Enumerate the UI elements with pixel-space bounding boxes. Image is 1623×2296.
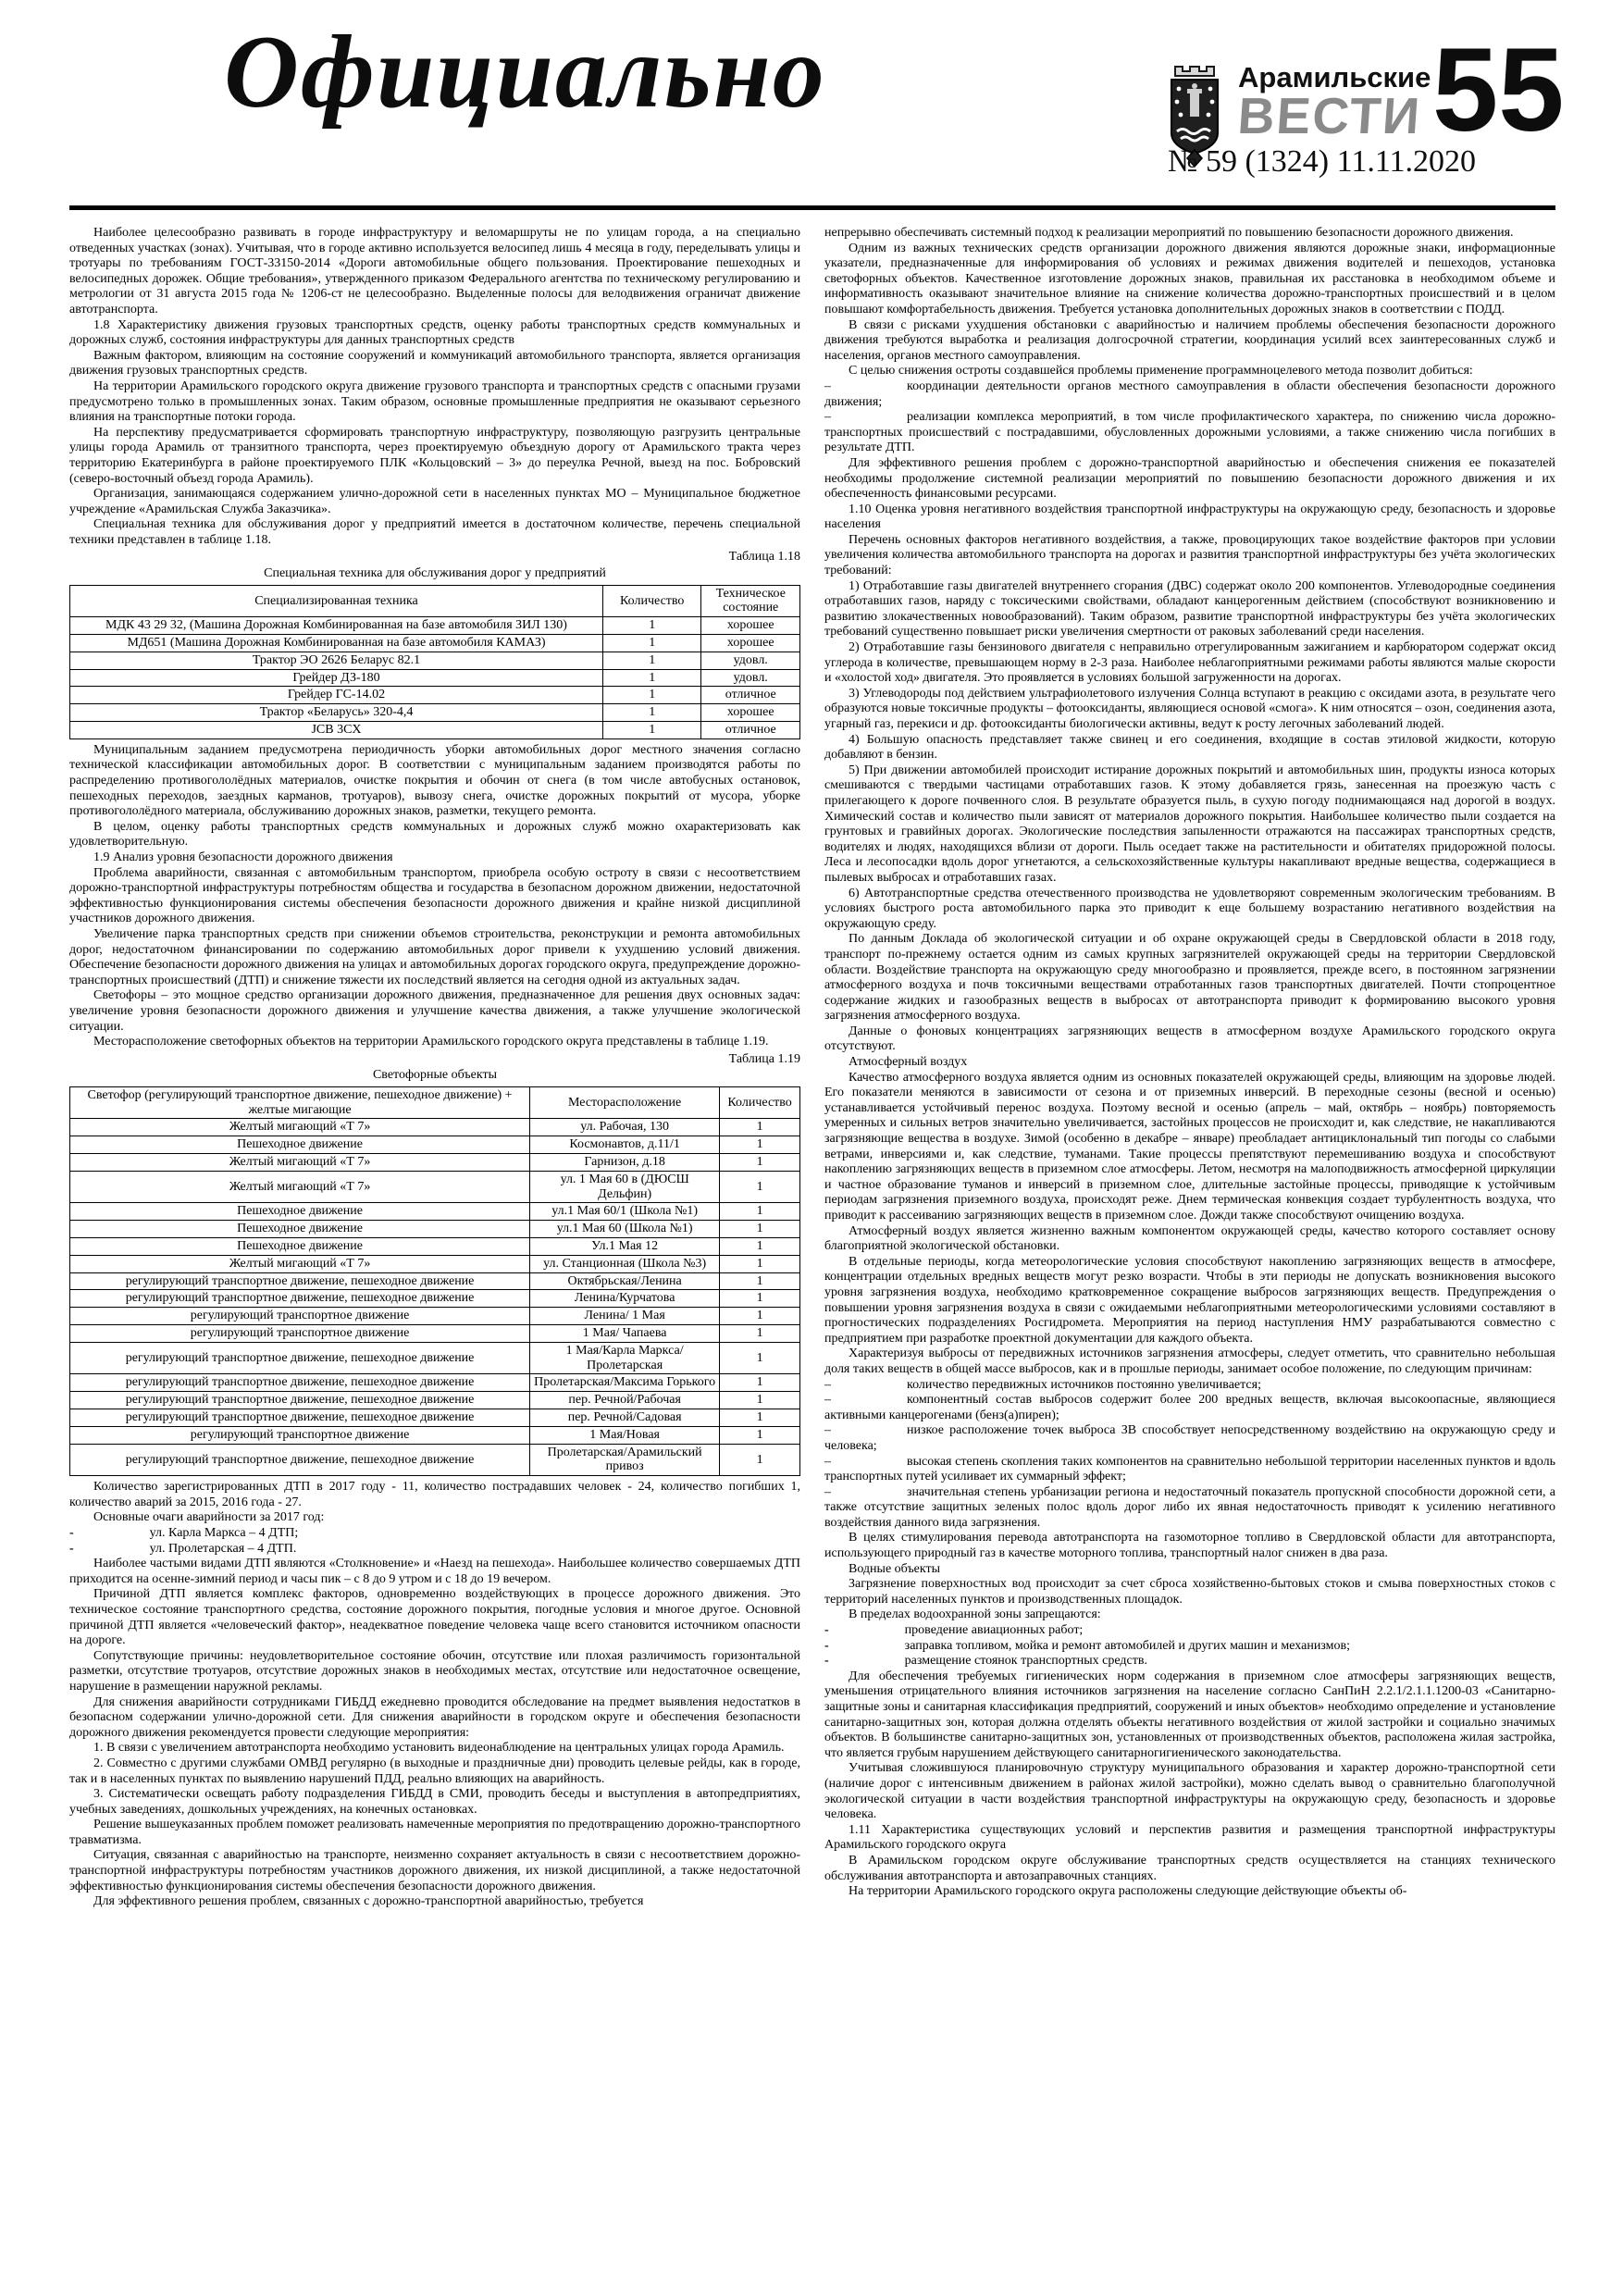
table-cell: 1 bbox=[720, 1374, 800, 1392]
paragraph: Специальная техника для обслуживания дорог у предприятий имеется в достаточном количестве, перечень специальной техники представлен в таблице 1.18. bbox=[69, 517, 800, 547]
list-item-text: проведение авиационных работ; bbox=[904, 1623, 1084, 1638]
table-cell: Пешеходное движение bbox=[70, 1203, 530, 1221]
list-item bbox=[824, 1639, 1555, 1655]
page-header bbox=[0, 0, 1623, 231]
table-header-cell: Месторасположение bbox=[530, 1086, 720, 1119]
table-header-cell: Количество bbox=[602, 585, 701, 617]
paragraph: Характеризуя выбросы от передвижных источников загрязнения атмосферы, следует отметить, что сравнительно небольшая доля таких веществ в общей массе выбросов, как и в прошлые периоды, занимает особое положение, по следующим причинам: bbox=[824, 1347, 1555, 1376]
table-row bbox=[70, 1444, 800, 1476]
table-row bbox=[70, 1392, 800, 1409]
table-cell: Космонавтов, д.11/1 bbox=[530, 1136, 720, 1154]
table-header-cell: Светофор (регулирующий транспортное движение, пешеходное движение) + желтые мигающие bbox=[70, 1086, 530, 1119]
masthead bbox=[1235, 61, 1431, 144]
table-header-cell: Техническое состояние bbox=[701, 585, 800, 617]
paragraph: 5) При движении автомобилей происходит истирание дорожных покрытий и автомобильных шин, продукты износа которых смешиваются с твердыми частицами отработавших газов. К этому добавляется грязь, занесенная на проезжую часть с прилегающего к дороге почвенного слоя. В результате образуется пыль, в сухую погоду поднимающаяся над дорогой в воздух. Химический состав и количество пыли зависят от материалов дорожного покрытия. Наибольшее количество пыли создается на грунтовых и гравийных дорогах. Экологические последствия запыленности отражаются на пассажирах транспортных средств, водителях и людях, находящихся вблизи от дороги. Пыль оседает также на растительности и обитателях придорожной полосы. Леса и лесопосадки вдоль дорог угнетаются, а сельскохозяйственные культуры накапливают вредные вещества, содержащиеся в пылевых выбросах и отработавших газах. bbox=[824, 763, 1555, 885]
paragraph: В пределах водоохранной зоны запрещаются: bbox=[849, 1607, 1101, 1622]
list-item bbox=[824, 1378, 1555, 1394]
list-item bbox=[824, 379, 1555, 410]
table-cell: 1 bbox=[720, 1325, 800, 1343]
paragraph: На перспективу предусматривается сформировать транспортную инфраструктуру, позволяющую разгрузить центральные улицы города Арамиль от транзитного транспорта, через проектируемую объездную дорогу от Арамильского тракта через территорию Екатеринбурга в районе проектируемого ПЛК «Кольцовский – 3» до переулка Речной, выезд на пос. Бобровский (северо-восточный объезд города Арамиль). bbox=[69, 425, 800, 486]
table-header-cell: Количество bbox=[720, 1086, 800, 1119]
table-cell: Пешеходное движение bbox=[70, 1221, 530, 1238]
table-cell: 1 bbox=[720, 1154, 800, 1172]
table-cell: хорошее bbox=[701, 617, 800, 635]
masthead-name-top: Арамильские bbox=[1238, 61, 1431, 93]
list-dash: - bbox=[824, 1638, 829, 1653]
table-row bbox=[70, 617, 800, 635]
paragraph: 1.9 Анализ уровня безопасности дорожного движения bbox=[93, 850, 393, 864]
table-cell: 1 Мая/Карла Маркса/Пролетарская bbox=[530, 1342, 720, 1374]
table-row bbox=[70, 722, 800, 739]
table-cell: пер. Речной/Рабочая bbox=[530, 1392, 720, 1409]
table-row bbox=[70, 1290, 800, 1308]
paragraph: По данным Доклада об экологической ситуации и об охране окружающей среды в Свердловской области в 2018 году, транспорт по-прежнему остается одним из самых крупных загрязнителей окружающей среды на территории Свердловской области. Воздействие транспорта на окружающую среду многообразно и проявляется, прежде всего, в постоянном загрязнении атмосферного воздуха и почв токсичными веществами отработанных газов транспортных двигателей. Почти стопроцентное содержание жидких и газообразных веществ в выбросах от автотранспорта приводит к формированию высокого уровня загрязнения атмосферного воздуха. bbox=[824, 932, 1555, 1024]
table-row bbox=[70, 1409, 800, 1427]
table-row bbox=[70, 652, 800, 669]
list-item-text: размещение стоянок транспортных средств. bbox=[904, 1654, 1147, 1669]
table-cell: Трактор «Беларусь» 320-4,4 bbox=[70, 704, 603, 722]
table-row bbox=[70, 635, 800, 652]
table-cell: отличное bbox=[701, 687, 800, 704]
paragraph: На территории Арамильского городского округа движение грузового транспорта и транспортных средств с опасными грузами предусмотрено только в промышленных зонах. Таким образом, основные промышленные предприятия не оказывают серьезного влияния на транспортные потоки города. bbox=[69, 379, 800, 425]
table-cell: отличное bbox=[701, 722, 800, 739]
paragraph: Светофоры – это мощное средство организации дорожного движения, предназначенное для решения двух основных задач: увеличение уровня безопасности дорожного движения и улучшение качества движения, а также улучшение экологической ситуации. bbox=[69, 988, 800, 1034]
list-item bbox=[824, 1423, 1555, 1454]
table-cell: 1 bbox=[602, 617, 701, 635]
list-item-text: компонентный состав выбросов содержит более 200 вредных веществ, включая высокоопасные, являющиеся активными канцерогенами (бенз(а)пирен); bbox=[824, 1393, 1555, 1422]
table-cell: Пролетарская/Максима Горького bbox=[530, 1374, 720, 1392]
paragraph: 3. Систематически освещать работу подразделения ГИБДД в СМИ, проводить беседы и выступления в автопредприятиях, учебных заведениях, дошкольных учреждениях, на конечных остановках. bbox=[69, 1787, 800, 1817]
paragraph: На территории Арамильского городского округа расположены следующие действующие объекты об- bbox=[849, 1884, 1407, 1899]
table-cell: 1 bbox=[720, 1136, 800, 1154]
list-item-text: ул. Карла Маркса – 4 ДТП; bbox=[149, 1526, 299, 1540]
table-row bbox=[70, 1119, 800, 1136]
table-cell: ул.1 Мая 60 (Школа №1) bbox=[530, 1221, 720, 1238]
table-row bbox=[70, 1238, 800, 1256]
table-cell: Грейдер ГС-14.02 bbox=[70, 687, 603, 704]
table-cell: удовл. bbox=[701, 669, 800, 687]
table-title: Светофорные объекты bbox=[372, 1068, 498, 1083]
table-cell: Октябрьская/Ленина bbox=[530, 1272, 720, 1290]
table-row bbox=[70, 1374, 800, 1392]
table-cell: Ул.1 Мая 12 bbox=[530, 1238, 720, 1256]
table-cell: 1 bbox=[720, 1255, 800, 1272]
paragraph: Для эффективного решения проблем, связанных с дорожно-транспортной аварийностью, требуется bbox=[93, 1894, 644, 1909]
table-cell: 1 Мая/ Чапаева bbox=[530, 1325, 720, 1343]
table-cell: Пешеходное движение bbox=[70, 1238, 530, 1256]
paragraph: В отдельные периоды, когда метеорологические условия способствуют накоплению загрязняющих веществ в атмосфере, концентрации отдельных вредных веществ могут резко возрасти. Чтобы в эти периоды не допускать возникновения высокого уровня загрязнения воздуха, необходимо кратковременное сокращение выбросов загрязняющих веществ. Предупреждения о повышении уровня загрязнения воздуха в связи с ожидаемыми неблагоприятными метеорологическими условиями составляют в прогностических подразделениях Росгидромета. Мероприятия на период наступления НМУ разрабатываются совместно с предприятием при разработке проектной документации для каждого объекта. bbox=[824, 1254, 1555, 1346]
table-cell: 1 bbox=[602, 652, 701, 669]
table-cell: 1 bbox=[720, 1409, 800, 1427]
table-header-cell: Специализированная техника bbox=[70, 585, 603, 617]
list-item bbox=[69, 1542, 800, 1558]
table-cell: МД651 (Машина Дорожная Комбинированная на базе автомобиля КАМАЗ) bbox=[70, 635, 603, 652]
table-cell: Желтый мигающий «Т 7» bbox=[70, 1255, 530, 1272]
paragraph: В связи с рисками ухудшения обстановки с аварийностью и наличием проблемы обеспечения безопасности дорожного движения требуются выработка и реализация долгосрочной стратегии, координация усилий всех заинтересованных служб и населения, органов местного самоуправления. bbox=[824, 317, 1555, 363]
paragraph: Основные очаги аварийности за 2017 год: bbox=[93, 1510, 325, 1525]
table-cell: JCB 3CX bbox=[70, 722, 603, 739]
table-cell: 1 bbox=[602, 687, 701, 704]
paragraph: Для обеспечения требуемых гигиенических норм содержания в приземном слое атмосферы загрязняющих веществ, уменьшения отрицательного влияния источников загрязнения на население согласно СанПиН 2.2.1/2.1.1.1200-03 «Санитарно-защитные зоны и санитарная классификация предприятий, сооружений и иных объектов» необходимо определение и установление санитарно-защитных зон, которая должна отделять объекты негативного воздействия от жилой застройки и социально значимых объектов. В большинстве санитарно-защитных зон, установленных от производственных объектов, расположена жилая застройка, что является грубым нарушением действующего санитарногигиенического законодательства. bbox=[824, 1669, 1555, 1760]
table-cell: 1 bbox=[720, 1221, 800, 1238]
table-cell: регулирующий транспортное движение, пешеходное движение bbox=[70, 1342, 530, 1374]
table-row bbox=[70, 1171, 800, 1203]
table-cell: 1 bbox=[720, 1444, 800, 1476]
right-column bbox=[824, 226, 1555, 1910]
paragraph: Количество зарегистрированных ДТП в 2017 году - 11, количество пострадавших человек - 24, количество погибших 1, количество аварий за 2015, 2016 года - 27. bbox=[69, 1480, 800, 1509]
list-item-text: реализации комплекса мероприятий, в том числе профилактического характера, по снижению числа дорожно-транспортных происшествий с пострадавшими, обусловленных дорожными условиями, а также снижению числа погибших в результате ДТП. bbox=[824, 410, 1555, 455]
table-cell: 1 bbox=[720, 1342, 800, 1374]
table-row bbox=[70, 1136, 800, 1154]
table-cell: МДК 43 29 32, (Машина Дорожная Комбинированная на базе автомобиля ЗИЛ 130) bbox=[70, 617, 603, 635]
list-dash: – bbox=[824, 1423, 831, 1438]
paragraph: непрерывно обеспечивать системный подход к реализации мероприятий по повышению безопасности дорожного движения. bbox=[824, 226, 1514, 240]
table-row bbox=[70, 1221, 800, 1238]
paragraph: Водные объекты bbox=[849, 1561, 941, 1576]
table-cell: ул. Рабочая, 130 bbox=[530, 1119, 720, 1136]
list-item-text: ул. Пролетарская – 4 ДТП. bbox=[149, 1541, 297, 1556]
paragraph: Наиболее частыми видами ДТП являются «Столкновение» и «Наезд на пешехода». Наибольшее количество совершаемых ДТП приходится на осенне-зимний период и часы пик – с 8 до 9 утром и с 18 до 19 вечером. bbox=[69, 1557, 800, 1586]
table-cell: 1 bbox=[720, 1119, 800, 1136]
paragraph: 2) Отработавшие газы бензинового двигателя с неправильно отрегулированным зажиганием и карбюратором содержат оксид углерода в количестве, превышающем норму в 2-3 раза. Наиболее неблагоприятными режимами работы являются малые скорости и «холостой ход» двигателя. Это проявляется в условиях большой загруженности на дорогах. bbox=[824, 640, 1555, 686]
paragraph: Данные о фоновых концентрациях загрязняющих веществ в атмосферном воздухе Арамильского городского округа отсутствуют. bbox=[824, 1024, 1555, 1054]
table-caption: Таблица 1.18 bbox=[728, 550, 800, 565]
list-item bbox=[69, 1526, 800, 1542]
paragraph: Проблема аварийности, связанная с автомобильным транспортом, приобрела особую остроту в связи с несоответствием дорожно-транспортной инфраструктуры потребностям общества и государства в безопасном дорожном движении, недостаточной эффективностью функционирования системы обеспечения безопасности дорожного движения и крайне низкой дисциплиной участников дорожного движения. bbox=[69, 865, 800, 926]
list-item bbox=[824, 1393, 1555, 1423]
paragraph: 1.11 Характеристика существующих условий и перспектив развития и размещения транспортной инфраструктуры Арамильского городского округа bbox=[824, 1822, 1555, 1853]
table-cell: 1 bbox=[720, 1290, 800, 1308]
list-dash: - bbox=[69, 1541, 74, 1556]
paragraph: Атмосферный воздух bbox=[849, 1055, 968, 1070]
table-cell: Грейдер ДЗ-180 bbox=[70, 669, 603, 687]
table-cell: Желтый мигающий «Т 7» bbox=[70, 1171, 530, 1203]
left-column bbox=[69, 226, 800, 1910]
table-cell: 1 bbox=[720, 1392, 800, 1409]
list-item bbox=[824, 410, 1555, 456]
table-cell: регулирующий транспортное движение, пешеходное движение bbox=[70, 1374, 530, 1392]
table-header-row bbox=[70, 1086, 800, 1119]
list-item bbox=[824, 1455, 1555, 1485]
table-row bbox=[70, 1426, 800, 1444]
paragraph: Наиболее целесообразно развивать в городе инфраструктуру и веломаршруты не по улицам города, а на специально отведенных участках (зонах). Учитывая, что в городе активно используется велосипед лишь 4 месяца в году, переделывать улицы и тротуары по требованиям ГОСТ-33150-2014 «Дороги автомобильные общего пользования. Проектирование пешеходных и велосипедных дорожек. Общие требования», утвержденного приказом Федерального агентства по техническому регулированию и метрологии от 31 августа 2015 года № 1206-ст не целесообразно. Выделенные полосы для велодвижения ограничат движение автотранспорта. bbox=[69, 226, 800, 316]
table-cell: 1 bbox=[720, 1171, 800, 1203]
list-dash: – bbox=[824, 1484, 831, 1499]
table-cell: 1 bbox=[602, 635, 701, 652]
paragraph: Решение вышеуказанных проблем поможет реализовать намеченные мероприятия по предотвращению дорожно-транспортного травматизма. bbox=[69, 1818, 800, 1847]
table-cell: Желтый мигающий «Т 7» bbox=[70, 1119, 530, 1136]
paragraph: Причиной ДТП является комплекс факторов, одновременно воздействующих в процессе дорожного движения. Это техническое состояние транспортного средства, состояние дорожного покрытия, погодные условия и многое другое. Основной причиной ДТП является «человеческий фактор», неадекватное поведение человека чаще всего становится источником опасности на дороге. bbox=[69, 1587, 800, 1648]
list-dash: – bbox=[824, 1454, 831, 1469]
table-cell: регулирующий транспортное движение, пешеходное движение bbox=[70, 1392, 530, 1409]
list-item-text: значительная степень урбанизации региона и недостаточный показатель пропускной способности дорожной сети, а также отсутствие защитных зеленых полос вдоль дорог либо их явная недостаточность приводят к усилению негативного воздействия данного вида загрязнения. bbox=[824, 1484, 1555, 1530]
list-item bbox=[824, 1485, 1555, 1532]
list-item bbox=[824, 1654, 1555, 1669]
table-cell: Пешеходное движение bbox=[70, 1136, 530, 1154]
paragraph: В Арамильском городском округе обслуживание транспортных средств осуществляется на станциях технического обслуживания автотранспорта и автозаправочных станциях. bbox=[824, 1853, 1555, 1883]
paragraph: Одним из важных технических средств организации дорожного движения являются дорожные знаки, информационные указатели, предназначенные для информирования об условиях и режимах движения водителей и пешеходов, установка светофорных объектов. Качественное изготовление дорожных знаков, правильная их расстановка в необходимом объеме и информативность оказывают значительное влияние на снижение количества дорожно-транспортных происшествий и в целом повышают комфортабельность движения. Требуется установка дополнительных дорожных знаков в соответствии с ПОДД. bbox=[824, 241, 1555, 316]
list-dash: - bbox=[69, 1526, 74, 1540]
list-dash: – bbox=[824, 1393, 831, 1408]
paragraph: Ситуация, связанная с аварийностью на транспорте, неизменно сохраняет актуальность в связи с несоответствием дорожно-транспортной инфраструктуры потребностям участников дорожного движения, их низкой дисциплиной, а также недостаточной эффективностью функционирования системы обеспечения безопасности дорожного движения. bbox=[69, 1848, 800, 1893]
table-cell: 1 bbox=[720, 1203, 800, 1221]
table-title: Специальная техника для обслуживания дорог у предприятий bbox=[264, 566, 606, 581]
paragraph: 1. В связи с увеличением автотранспорта необходимо установить видеонаблюдение на центральных улицах города Арамиль. bbox=[93, 1741, 785, 1756]
list-dash: – bbox=[824, 410, 831, 425]
paragraph: Для снижения аварийности сотрудниками ГИБДД ежедневно проводится обследование на предмет выявления недостатков в безопасном содержании улично-дорожной сети. Для снижения аварийности в городском округе и обеспечения безопасности дорожного движения рекомендуется провести следующие мероприятия: bbox=[69, 1694, 800, 1740]
table-row bbox=[70, 1325, 800, 1343]
paragraph: Для эффективного решения проблем с дорожно-транспортной аварийностью и обеспечения снижения ее показателей необходимы продолжение системной реализации мероприятий по повышению безопасности дорожного движения и их обеспеченность финансовыми ресурсами. bbox=[824, 455, 1555, 502]
table-row bbox=[70, 1308, 800, 1325]
table-row bbox=[70, 1203, 800, 1221]
table-row bbox=[70, 1255, 800, 1272]
table-row bbox=[70, 704, 800, 722]
section-title: Официально bbox=[224, 15, 826, 130]
paragraph: Увеличение парка транспортных средств при снижении объемов строительства, реконструкции и ремонта автомобильных дорог, недостаточном финансировании по содержанию автомобильных дорог привели к ухудшению условий движения. Обеспечение безопасности дорожного движения на улицах и автомобильных дорогах городского округа, предупреждение дорожно-транспортных происшествий (ДТП) и снижение тяжести их последствий является на сегодня одной из актуальных задач. bbox=[69, 926, 800, 987]
table-cell: регулирующий транспортное движение, пешеходное движение bbox=[70, 1272, 530, 1290]
paragraph: 4) Большую опасность представляет также свинец и его соединения, входящие в состав этиловой жидкости, которую добавляют в бензин. bbox=[824, 732, 1555, 763]
paragraph: В целом, оценку работы транспортных средств коммунальных и дорожных служб можно охарактеризовать как удовлетворительную. bbox=[69, 819, 800, 850]
table-cell: Трактор ЭО 2626 Беларус 82.1 bbox=[70, 652, 603, 669]
paragraph: Качество атмосферного воздуха является одним из основных показателей окружающей среды, влияющим на здоровье людей. Его показатели меняются в зависимости от сезона и от приземных инверсий. В переходные сезоны (весной и осенью) устанавливается устойчивый перенос воздуха. Поэтому весной и осенью (апрель – май, октябрь – ноябрь) повторяемость умеренных и сильных ветров значительно увеличивается, застойных процессов не происходит и, как следствие, не накапливаются загрязняющие вещества в воздухе. Зимой (особенно в декабре – январе) преобладает антициклональный тип погоды со слабыми ветрами, инверсиями и, как следствие, туманами. Такие процессы препятствуют перемешиванию воздуха и способствуют накоплению загрязняющих веществ в приземном слое атмосферы. Летом, несмотря на малоподвижность атмосферной циркуляции и частное образование туманов и инверсий в приземном слое, длительные застойные процессы, приводящие к устойчивым периодам загрязнения приземного воздуха, происходят реже. Днем термическая конвекция создает турбулентность воздуха, что приводит к рассеиванию загрязняющих веществ в приземном слое. Дожди также способствуют очищению воздуха. bbox=[824, 1070, 1555, 1222]
table-row bbox=[70, 1272, 800, 1290]
paragraph: 2. Совместно с другими службами ОМВД регулярно (в выходные и праздничные дни) проводить целевые рейды, как в городе, так и в населенных пунктах по выявлению нарушений ПДД, реально влияющих на аварийность. bbox=[69, 1756, 800, 1786]
page-number: 55 bbox=[1432, 24, 1565, 156]
table-row bbox=[70, 687, 800, 704]
table-cell: Ленина/Курчатова bbox=[530, 1290, 720, 1308]
paragraph: Важным фактором, влияющим на состояние сооружений и коммуникаций автомобильного транспорта, является организация движения грузовых транспортных средств. bbox=[69, 348, 800, 379]
paragraph: 6) Автотранспортные средства отечественного производства не удовлетворяют современным экологическим требованиям. В условиях быстрого роста автомобильного парка это приводит к еще большему возрастанию негативного воздействия на окружающую среду. bbox=[824, 886, 1555, 931]
paragraph: Муниципальным заданием предусмотрена периодичность уборки автомобильных дорог местного значения согласно технической классификации автомобильных дорог. В соответствии с муниципальным заданием производятся работы по распределению противогололёдных материалов, очистке покрытия и обочин от снега (в том числе автобусных остановок, пешеходных переходов, заездных карманов, тротуаров), вывозу снега, очистке дорожных покрытий от мусора, уборке противогололёдного материала, обслуживанию дорожных знаков, разметки, текущего ремонта. bbox=[69, 742, 800, 819]
table-cell: хорошее bbox=[701, 704, 800, 722]
masthead-name-bottom: ВЕСТИ bbox=[1235, 87, 1424, 144]
paragraph: С целью снижения остроты создавшейся проблемы применение программноцелевого метода позволит добиться: bbox=[849, 364, 1473, 379]
table-cell: Гарнизон, д.18 bbox=[530, 1154, 720, 1172]
list-dash: – bbox=[824, 379, 831, 393]
table-row bbox=[70, 1154, 800, 1172]
article-body bbox=[69, 226, 1555, 1910]
table-cell: пер. Речной/Садовая bbox=[530, 1409, 720, 1427]
list-item-text: координации деятельности органов местного самоуправления в области обеспечения безопасности дорожного движения; bbox=[824, 379, 1555, 409]
paragraph: 1) Отработавшие газы двигателей внутреннего сгорания (ДВС) содержат около 200 компонентов. Углеводородные соединения отработавших газов, наряду с токсическими свойствами, обладают канцерогенным действием (способствуют возникновению и развитию злокачественных новообразований). Таким образом, развитие транспортной инфраструктуры без учёта экологических требований существенно повышает риски увеличения смертности от раковых заболеваний среди населения. bbox=[824, 578, 1555, 639]
table-cell: регулирующий транспортное движение bbox=[70, 1308, 530, 1325]
issue-line: № 59 (1324) 11.11.2020 bbox=[1168, 144, 1477, 179]
list-item-text: количество передвижных источников постоянно увеличивается; bbox=[907, 1377, 1261, 1392]
table-cell: 1 bbox=[602, 669, 701, 687]
list-item bbox=[824, 1623, 1555, 1639]
table-cell: Пролетарская/Арамильский привоз bbox=[530, 1444, 720, 1476]
table-cell: 1 bbox=[720, 1308, 800, 1325]
paragraph: 3) Углеводороды под действием ультрафиолетового излучения Солнца вступают в реакцию с оксидами азота, в результате чего образуются новые токсичные продукты – фотооксиданты, являющиеся основой «смога». К ним относятся – озон, соединения азота, угарный газ, перекиси и др. фотооксиданты биологически активны, ведут к росту легочных заболеваний людей. bbox=[824, 686, 1555, 731]
paragraph: Организация, занимающаяся содержанием улично-дорожной сети в населенных пунктах МО – Муниципальное бюджетное учреждение «Арамильская Служба Заказчика». bbox=[69, 487, 800, 516]
paragraph: 1.8 Характеристику движения грузовых транспортных средств, оценку работы транспортных средств коммунальных и дорожных служб, состояния инфраструктуры для данных транспортных средств bbox=[69, 317, 800, 348]
paragraph: Сопутствующие причины: неудовлетворительное состояние обочин, отсутствие или плохая различимость горизонтальной разметки, отсутствие тротуаров, отсутствие дорожных знаков в необходимых местах, отсутствие или недостаточное освещение, нарушение в размещении наружной рекламы. bbox=[69, 1648, 800, 1694]
table-cell: 1 bbox=[720, 1426, 800, 1444]
table-t19 bbox=[69, 1086, 800, 1476]
table-cell: Желтый мигающий «Т 7» bbox=[70, 1154, 530, 1172]
list-dash: – bbox=[824, 1377, 831, 1392]
table-cell: 1 bbox=[602, 704, 701, 722]
paragraph: 1.10 Оценка уровня негативного воздействия транспортной инфраструктуры на окружающую среду, безопасность и здоровье населения bbox=[824, 502, 1555, 532]
table-cell: ул.1 Мая 60/1 (Школа №1) bbox=[530, 1203, 720, 1221]
table-row bbox=[70, 669, 800, 687]
table-cell: 1 Мая/Новая bbox=[530, 1426, 720, 1444]
table-cell: удовл. bbox=[701, 652, 800, 669]
list-dash: - bbox=[824, 1654, 829, 1669]
paragraph: Загрязнение поверхностных вод происходит за счет сброса хозяйственно-бытовых стоков и смыва поверхностных стоков с территорий населенных пунктов и производственных площадок. bbox=[824, 1577, 1555, 1607]
table-cell: 1 bbox=[602, 722, 701, 739]
table-cell: регулирующий транспортное движение, пешеходное движение bbox=[70, 1409, 530, 1427]
table-cell: 1 bbox=[720, 1238, 800, 1256]
table-cell: Ленина/ 1 Мая bbox=[530, 1308, 720, 1325]
table-caption: Таблица 1.19 bbox=[728, 1051, 800, 1066]
table-row bbox=[70, 1342, 800, 1374]
table-cell: ул. 1 Мая 60 в (ДЮСШ Дельфин) bbox=[530, 1171, 720, 1203]
paragraph: Перечень основных факторов негативного воздействия, а также, провоцирующих такое воздействие факторов при условии увеличения количества автомобильного транспорта на дорогах и развития транспортной инфраструктуры без учёта экологических требований: bbox=[824, 532, 1555, 578]
table-cell: регулирующий транспортное движение, пешеходное движение bbox=[70, 1444, 530, 1476]
table-cell: 1 bbox=[720, 1272, 800, 1290]
paragraph: Месторасположение светофорных объектов на территории Арамильского городского округа представлены в таблице 1.19. bbox=[93, 1035, 769, 1049]
paragraph: В целях стимулирования перевода автотранспорта на газомоторное топливо в Свердловской области для автотранспорта, использующего природный газ в качестве моторного топлива, транспортный налог снижен в два раза. bbox=[824, 1531, 1555, 1561]
table-cell: регулирующий транспортное движение bbox=[70, 1426, 530, 1444]
list-item-text: заправка топливом, мойка и ремонт автомобилей и других машин и механизмов; bbox=[904, 1638, 1350, 1653]
paragraph: Учитывая сложившуюся планировочную структуру муниципального образования и характер дорожно-транспортной сети (наличие дорог с интенсивным движением в районах жилой застройки), можно сделать вывод о сравнительно благополучной экологической ситуации в части воздействия транспортной инфраструктуры на окружающую среду, безопасность и здоровье человека. bbox=[824, 1761, 1555, 1822]
paragraph: Атмосферный воздух является жизненно важным компонентом окружающей среды, качество которого составляет основу благоприятной экологической обстановки. bbox=[824, 1223, 1555, 1254]
table-header-row bbox=[70, 585, 800, 617]
header-rule bbox=[69, 205, 1555, 210]
list-item-text: высокая степень скопления таких компонентов на сравнительно небольшой территории населенных пунктов и вдоль транспортных путей усиливает их суммарный эффект; bbox=[824, 1454, 1555, 1484]
list-item-text: низкое расположение точек выброса ЗВ способствует непосредственному воздействию на окружающую среду и человека; bbox=[824, 1423, 1555, 1453]
table-cell: ул. Станционная (Школа №3) bbox=[530, 1255, 720, 1272]
table-cell: хорошее bbox=[701, 635, 800, 652]
table-cell: регулирующий транспортное движение bbox=[70, 1325, 530, 1343]
table-cell: регулирующий транспортное движение, пешеходное движение bbox=[70, 1290, 530, 1308]
list-dash: - bbox=[824, 1623, 829, 1638]
table-t18 bbox=[69, 585, 800, 739]
